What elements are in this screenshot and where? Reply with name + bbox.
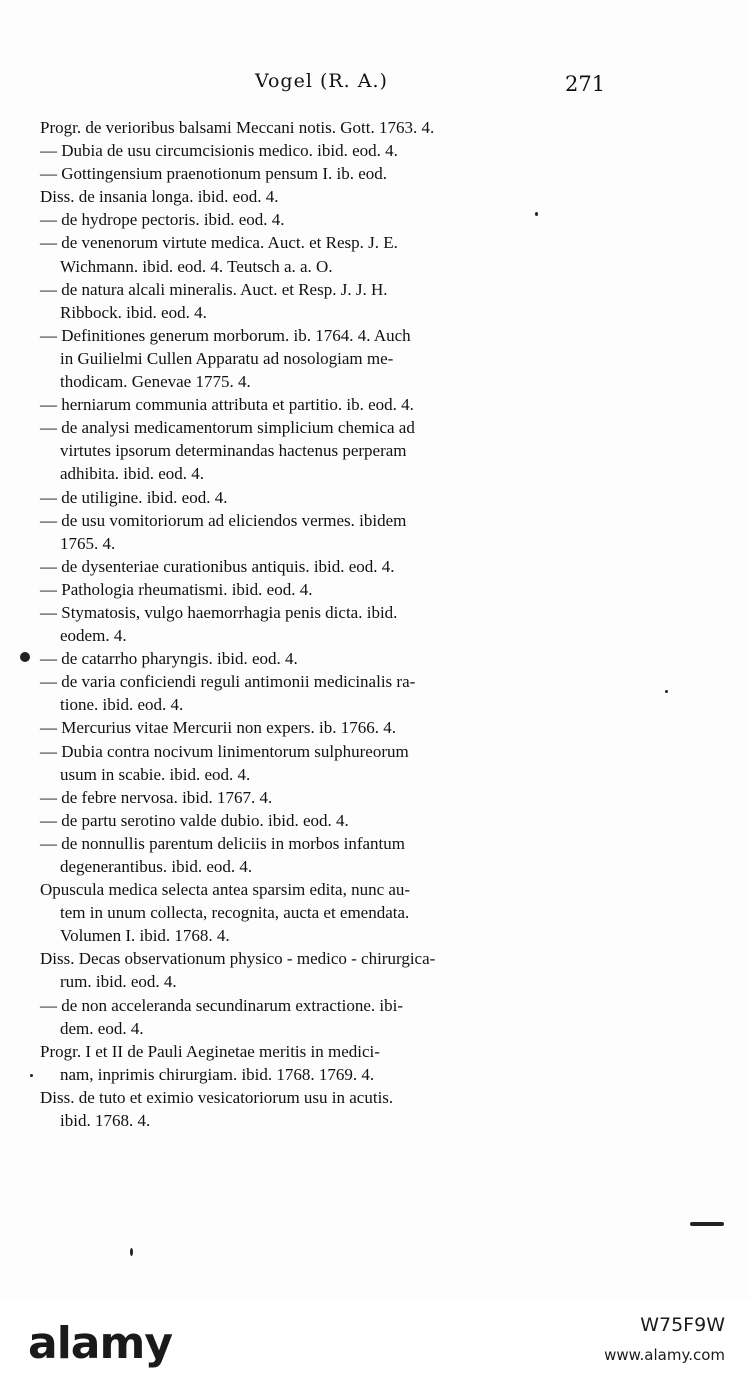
- text-line: — de nonnullis parentum deliciis in morbos infantum: [40, 833, 405, 853]
- text-line: 1765. 4.: [60, 533, 116, 553]
- text-line: — herniarum communia attributa et partitio. ib. eod. 4.: [40, 395, 414, 415]
- ink-speck: [130, 1248, 133, 1256]
- text-line: rum. ibid. eod. 4.: [60, 972, 177, 992]
- text-line: nam, inprimis chirurgiam. ibid. 1768. 1769. 4.: [60, 1064, 375, 1084]
- text-line: ibid. 1768. 4.: [60, 1111, 151, 1131]
- text-line: — de utiligine. ibid. eod. 4.: [40, 487, 228, 507]
- watermark-bar: [0, 1300, 749, 1390]
- ink-mark: [690, 1222, 724, 1226]
- page-number: 271: [565, 72, 606, 96]
- watermark-image-id: W75F9W: [640, 1314, 725, 1336]
- text-line: Diss. de insania longa. ibid. eod. 4.: [40, 187, 279, 207]
- text-line: — de dysenteriae curationibus antiquis. ibid. eod. 4.: [40, 556, 395, 576]
- text-line: — Gottingensium praenotionum pensum I. ib. eod.: [40, 164, 388, 184]
- text-line: — de hydrope pectoris. ibid. eod. 4.: [40, 210, 285, 230]
- text-line: dem. eod. 4.: [60, 1018, 144, 1038]
- text-line: — Stymatosis, vulgo haemorrhagia penis dicta. ibid.: [40, 602, 398, 622]
- watermark-url: www.alamy.com: [604, 1346, 725, 1364]
- text-line: — Pathologia rheumatismi. ibid. eod. 4.: [40, 579, 313, 599]
- page-header: [0, 70, 749, 104]
- ink-speck: [20, 652, 30, 662]
- text-line: degenerantibus. ibid. eod. 4.: [60, 857, 253, 876]
- text-line: — de febre nervosa. ibid. 1767. 4.: [40, 787, 273, 807]
- ink-speck: [30, 1074, 33, 1077]
- text-line: — de natura alcali mineralis. Auct. et Resp. J. J. H.: [40, 279, 388, 299]
- watermark-logo: alamy: [28, 1318, 172, 1369]
- text-line: Ribbock. ibid. eod. 4.: [60, 302, 207, 322]
- text-line: Opuscula medica selecta antea sparsim edita, nunc au-: [40, 880, 411, 900]
- text-line: — de catarrho pharyngis. ibid. eod. 4.: [40, 649, 298, 669]
- text-line: Wichmann. ibid. eod. 4. Teutsch a. a. O.: [60, 256, 333, 276]
- ink-speck: [535, 212, 538, 216]
- text-line: thodicam. Genevae 1775. 4.: [60, 372, 251, 392]
- text-line: in Guilielmi Cullen Apparatu ad nosologiam me-: [60, 348, 394, 368]
- text-line: usum in scabie. ibid. eod. 4.: [60, 764, 251, 784]
- text-line: adhibita. ibid. eod. 4.: [60, 464, 205, 484]
- text-line: eodem. 4.: [60, 626, 127, 646]
- text-line: — de non acceleranda secundinarum extractione. ibi-: [40, 995, 403, 1015]
- text-line: tem in unum collecta, recognita, aucta et emendata.: [60, 903, 410, 923]
- text-line: — de usu vomitoriorum ad eliciendos vermes. ibidem: [40, 510, 407, 530]
- text-line: — Definitiones generum morborum. ib. 1764. 4. Auch: [40, 325, 411, 345]
- text-line: — Dubia contra nocivum linimentorum sulphureorum: [40, 741, 409, 761]
- text-line: — de varia conficiendi reguli antimonii medicinalis ra-: [40, 672, 416, 692]
- text-line: — de analysi medicamentorum simplicium chemica ad: [40, 418, 415, 438]
- bibliography-list: [40, 116, 615, 1132]
- text-line: Progr. I et II de Pauli Aeginetae meritis in medici-: [40, 1041, 380, 1061]
- text-line: Progr. de verioribus balsami Meccani notis. Gott. 1763. 4.: [40, 118, 435, 137]
- text-line: Volumen I. ibid. 1768. 4.: [60, 926, 230, 946]
- text-line: Diss. Decas observationum physico - medico - chirurgica-: [40, 949, 436, 969]
- ink-speck: [665, 690, 668, 693]
- text-line: — Mercurius vitae Mercurii non expers. ib. 1766. 4.: [40, 718, 396, 738]
- text-line: — de partu serotino valde dubio. ibid. eod. 4.: [40, 810, 349, 830]
- text-line: virtutes ipsorum determinandas hactenus perperam: [60, 441, 407, 461]
- text-line: Diss. de tuto et eximio vesicatoriorum usu in acutis.: [40, 1087, 394, 1107]
- text-line: tione. ibid. eod. 4.: [60, 695, 184, 715]
- text-line: — Dubia de usu circumcisionis medico. ibid. eod. 4.: [40, 141, 398, 161]
- text-line: — de venenorum virtute medica. Auct. et Resp. J. E.: [40, 233, 398, 253]
- running-head: Vogel (R. A.): [255, 70, 388, 92]
